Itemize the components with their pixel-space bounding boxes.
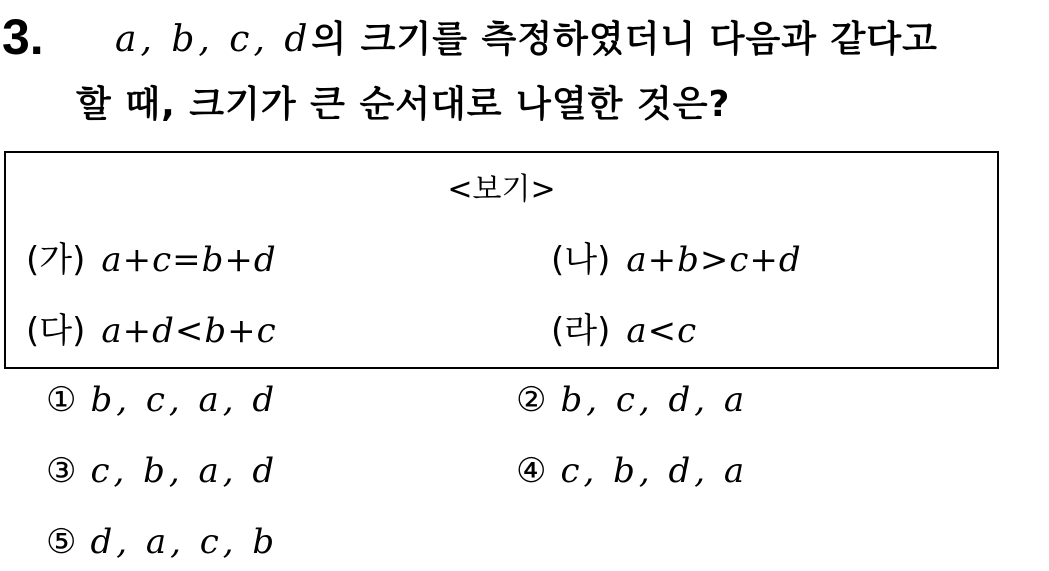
- choice-text: c, b, d, a: [560, 451, 749, 491]
- question-variables: a, b, c, d: [115, 19, 312, 60]
- answer-choice-1[interactable]: [46, 380, 278, 420]
- question-line-2: 할 때, 크기가 큰 순서대로 나열한 것은?: [76, 84, 731, 125]
- answer-choice-4[interactable]: [516, 451, 748, 491]
- question-line-1: [115, 17, 938, 63]
- question-line-1-text: 의 크기를 측정하였더니 다음과 같다고: [311, 19, 938, 60]
- condition-ga: [26, 240, 277, 280]
- condition-expression: a<c: [626, 311, 698, 351]
- question-number: 3.: [2, 9, 44, 65]
- condition-ra: [551, 311, 697, 351]
- condition-expression: a+b>c+d: [626, 240, 802, 280]
- condition-da: [26, 311, 277, 351]
- condition-na: [551, 240, 802, 280]
- condition-label: (가): [26, 240, 86, 280]
- choice-text: b, c, d, a: [560, 380, 749, 420]
- conditions-box: [4, 151, 999, 369]
- choice-text: c, b, a, d: [90, 451, 279, 491]
- choice-number: ③: [46, 451, 77, 491]
- choice-number: ②: [516, 380, 547, 420]
- condition-label: (라): [551, 311, 611, 351]
- condition-label: (다): [26, 311, 86, 351]
- choice-text: d, a, c, b: [90, 522, 279, 562]
- condition-expression: a+d<b+c: [101, 311, 277, 351]
- answer-choice-3[interactable]: [46, 451, 278, 491]
- choice-number: ④: [516, 451, 547, 491]
- condition-label: (나): [551, 240, 611, 280]
- choice-number: ①: [46, 380, 77, 420]
- choice-text: b, c, a, d: [90, 380, 279, 420]
- conditions-box-title: <보기>: [447, 172, 556, 207]
- answer-choice-2[interactable]: [516, 380, 748, 420]
- condition-expression: a+c=b+d: [101, 240, 277, 280]
- choice-number: ⑤: [46, 522, 77, 562]
- answer-choice-5[interactable]: [46, 522, 278, 562]
